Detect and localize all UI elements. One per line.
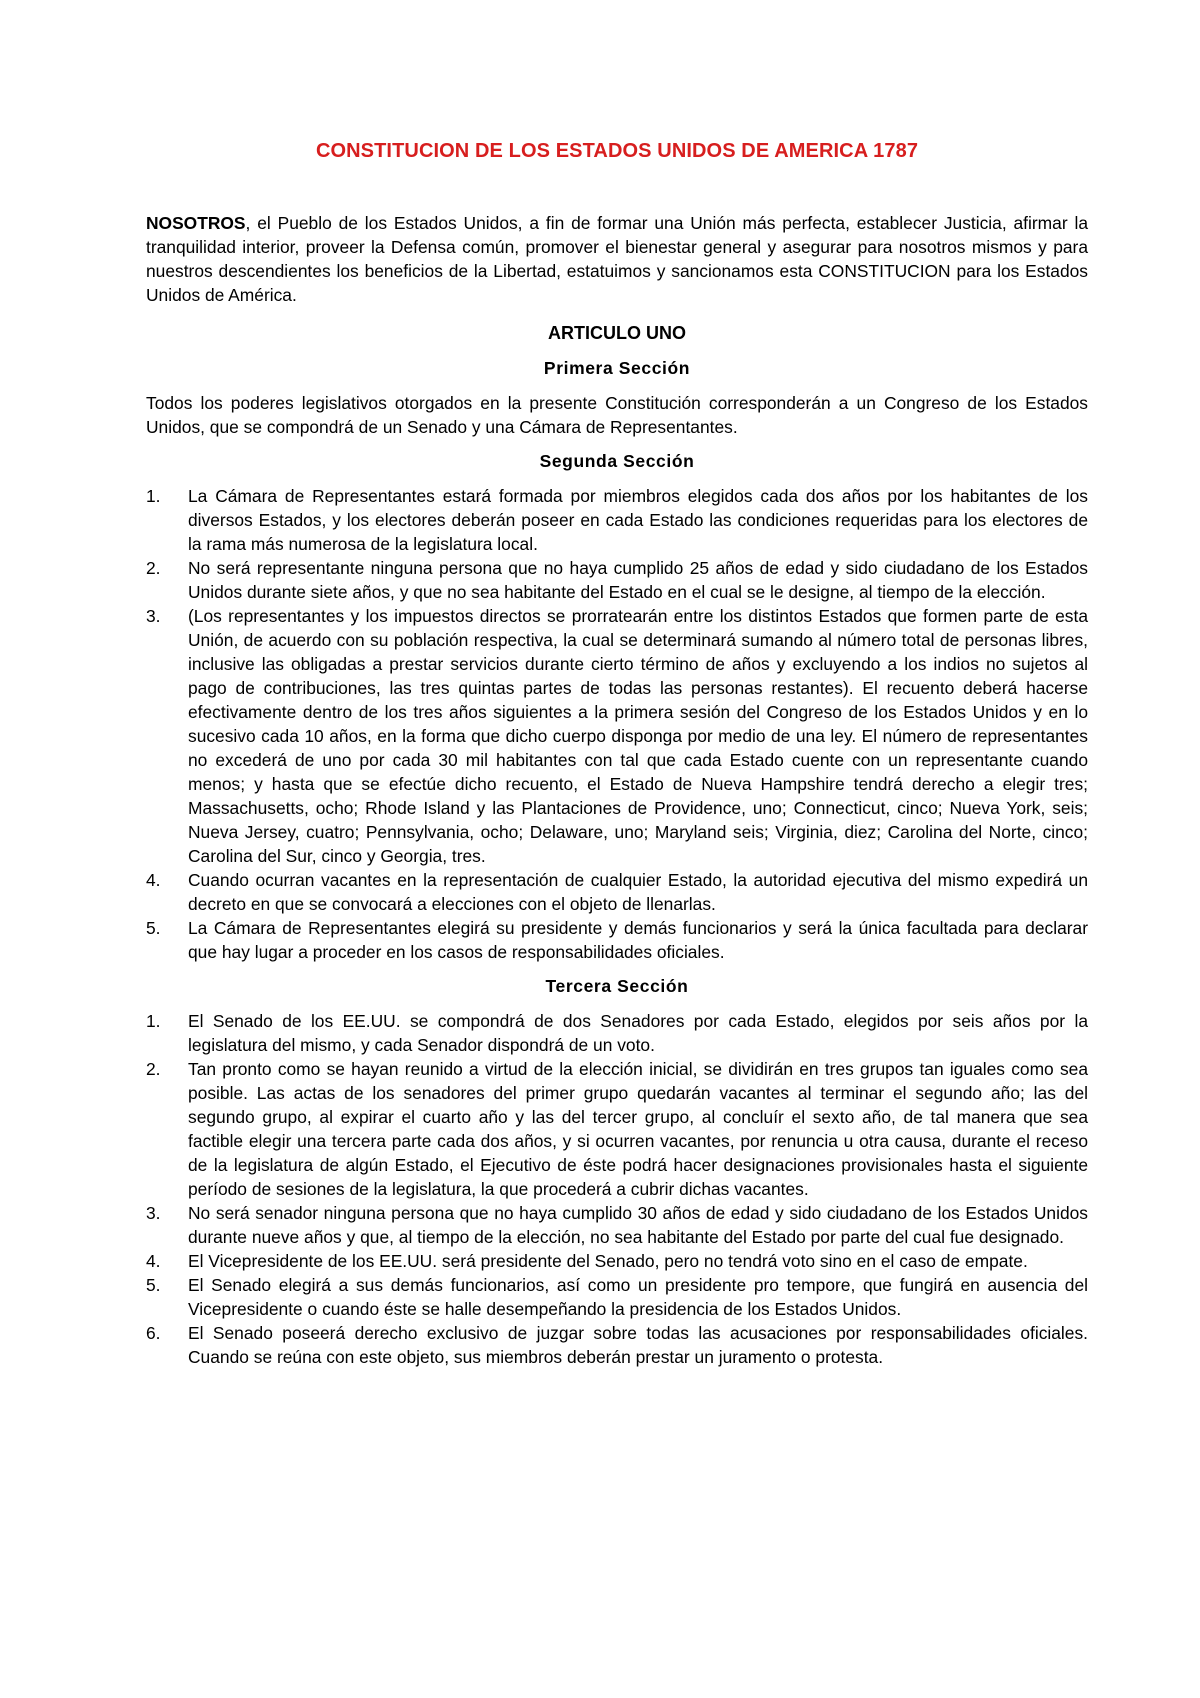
preamble-lead: NOSOTROS	[146, 213, 246, 233]
list-item	[146, 1057, 1088, 1201]
list-item-number: 6.	[146, 1323, 161, 1343]
list-item-number: 4.	[146, 1251, 161, 1271]
list-item	[146, 1273, 1088, 1321]
list-item-number: 3.	[146, 1203, 161, 1223]
list-item-number: 1.	[146, 1011, 161, 1031]
list-item-number: 5.	[146, 918, 161, 938]
list-item-number: 2.	[146, 558, 161, 578]
preamble-paragraph	[146, 211, 1088, 307]
section-tercera-list	[146, 1009, 1088, 1369]
section-title-segunda: Segunda Sección	[539, 451, 695, 471]
list-item	[146, 868, 1088, 916]
list-item	[146, 1201, 1088, 1249]
list-item-text: (Los representantes y los impuestos directos se prorratearán entre los distintos Estados que formen parte de esta Unión, de acuerdo con su población respectiva, la cual se determinará sumando al número total de personas libres, inclusive las obligadas a prestar servicios durante cierto término de años y excluyendo a los indios no sujetos al pago de contribuciones, las tres quintas partes de todas las personas restantes). El recuento deberá hacerse efectivamente dentro de los tres años siguientes a la primera sesión del Congreso de los Estados Unidos y en lo sucesivo cada 10 años, en la forma que dicho cuerpo disponga por medio de una ley. El número de representantes no excederá de uno por cada 30 mil habitantes con tal que cada Estado cuente con un representante cuando menos; y hasta que se efectúe dicho recuento, el Estado de Nueva Hampshire tendrá derecho a elegir tres; Massachusetts, ocho; Rhode Island y las Plantaciones de Providence, uno; Connecticut, cinco; Nueva York, seis; Nueva Jersey, cuatro; Pennsylvania, ocho; Delaware, uno; Maryland seis; Virginia, diez; Carolina del Norte, cinco; Carolina del Sur, cinco y Georgia, tres.	[188, 606, 1088, 866]
list-item	[146, 1009, 1088, 1057]
list-item-number: 2.	[146, 1059, 161, 1079]
list-item-text: No será senador ninguna persona que no haya cumplido 30 años de edad y sido ciudadano de los Estados Unidos durante nueve años y que, al tiempo de la elección, no sea habitante del Estado por parte del cual fue designado.	[188, 1203, 1088, 1247]
list-item-text: Tan pronto como se hayan reunido a virtud de la elección inicial, se dividirán en tres grupos tan iguales como sea posible. Las actas de los senadores del primer grupo quedarán vacantes al terminar el segundo año; las del segundo grupo, al expirar el cuarto año y las del tercer grupo, al concluír el sexto año, de tal manera que sea factible elegir una tercera parte cada dos años, y si ocurren vacantes, por renuncia u otra causa, durante el receso de la legislatura de algún Estado, el Ejecutivo de éste podrá hacer designaciones provisionales hasta el siguiente período de sesiones de la legislatura, la que procederá a cubrir dichas vacantes.	[188, 1059, 1088, 1199]
list-item	[146, 484, 1088, 556]
list-item-text: El Vicepresidente de los EE.UU. será presidente del Senado, pero no tendrá voto sino en el caso de empate.	[188, 1251, 1028, 1271]
list-item-text: El Senado poseerá derecho exclusivo de juzgar sobre todas las acusaciones por responsabilidades oficiales. Cuando se reúna con este objeto, sus miembros deberán prestar un juramento o protesta.	[188, 1323, 1088, 1367]
list-item-number: 4.	[146, 870, 161, 890]
list-item-number: 3.	[146, 606, 161, 626]
list-item	[146, 604, 1088, 868]
article-title: ARTICULO UNO	[548, 323, 686, 343]
list-item-text: No será representante ninguna persona que no haya cumplido 25 años de edad y sido ciudadano de los Estados Unidos durante siete años, y que no sea habitante del Estado en el cual se le designe, al tiempo de la elección.	[188, 558, 1088, 602]
list-item-text: La Cámara de Representantes elegirá su presidente y demás funcionarios y será la única facultada para declarar que hay lugar a proceder en los casos de responsabilidades oficiales.	[188, 918, 1088, 962]
list-item-text: La Cámara de Representantes estará formada por miembros elegidos cada dos años por los habitantes de los diversos Estados, y los electores deberán poseer en cada Estado las condiciones requeridas para los electores de la rama más numerosa de la legislatura local.	[188, 486, 1088, 554]
list-item-number: 1.	[146, 486, 161, 506]
section-title-tercera: Tercera Sección	[545, 976, 689, 996]
list-item-text: Cuando ocurran vacantes en la representación de cualquier Estado, la autoridad ejecutiva del mismo expedirá un decreto en que se convocará a elecciones con el objeto de llenarlas.	[188, 870, 1088, 914]
document-title: CONSTITUCION DE LOS ESTADOS UNIDOS DE AMERICA 1787	[315, 140, 919, 162]
section-segunda-list	[146, 484, 1088, 964]
list-item	[146, 916, 1088, 964]
list-item-number: 5.	[146, 1275, 161, 1295]
list-item	[146, 1321, 1088, 1369]
list-item	[146, 1249, 1088, 1273]
list-item-text: El Senado elegirá a sus demás funcionarios, así como un presidente pro tempore, que fungirá en ausencia del Vicepresidente o cuando éste se halle desempeñando la presidencia de los Estados Unidos.	[188, 1275, 1088, 1319]
list-item-text: El Senado de los EE.UU. se compondrá de dos Senadores por cada Estado, elegidos por seis años por la legislatura del mismo, y cada Senador dispondrá de un voto.	[188, 1011, 1088, 1055]
list-item	[146, 556, 1088, 604]
preamble-text: , el Pueblo de los Estados Unidos, a fin de formar una Unión más perfecta, establecer Justicia, afirmar la tranquilidad interior, proveer la Defensa común, promover el bienestar general y asegurar para nosotros mismos y para nuestros descendientes los beneficios de la Libertad, estatuimos y sancionamos esta CONSTITUCION para los Estados Unidos de América.	[146, 213, 1088, 305]
section-primera-text: Todos los poderes legislativos otorgados en la presente Constitución corresponderán a un Congreso de los Estados Unidos, que se compondrá de un Senado y una Cámara de Representantes.	[146, 393, 1088, 437]
section-title-primera: Primera Sección	[543, 358, 691, 378]
